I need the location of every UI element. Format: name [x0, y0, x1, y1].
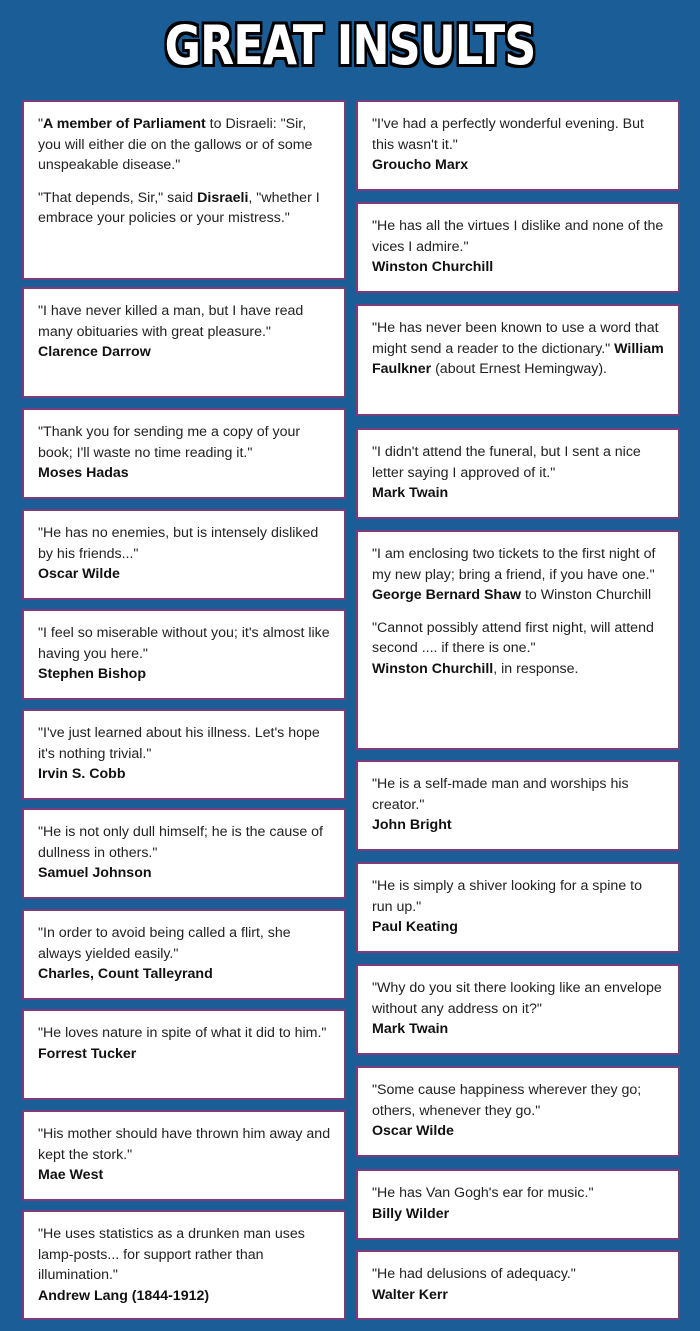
quote-author: Oscar Wilde	[372, 1123, 454, 1139]
quote-author: Charles, Count Talleyrand	[38, 966, 213, 982]
quote-author: Clarence Darrow	[38, 344, 151, 360]
quote-text: "Some cause happiness wherever they go; others, whenever they go."	[372, 1082, 642, 1119]
quote-card	[356, 760, 680, 851]
quote-text: "Thank you for sending me a copy of your book; I'll waste no time reading it."	[38, 424, 301, 461]
quote-text: "I feel so miserable without you; it's almost like having you here."	[38, 625, 330, 662]
quote-author: Stephen Bishop	[38, 666, 146, 682]
quote-author: Paul Keating	[372, 919, 458, 935]
quote-text: "He is a self-made man and worships his creator."	[372, 776, 629, 813]
quote-author: George Bernard Shaw to Winston Churchill	[372, 587, 652, 603]
quote-author: Forrest Tucker	[38, 1045, 137, 1062]
quote-author: Mark Twain	[372, 485, 449, 501]
quote-author: Walter Kerr	[372, 1286, 448, 1303]
quote-card	[22, 1210, 346, 1320]
page-title: GREAT INSULTS	[164, 13, 536, 77]
quote-card-disraeli	[22, 100, 346, 280]
quote-text: "A member of Parliament to Disraeli: "Sir, you will either die on the gallows or of some unspeakable disease."	[38, 116, 313, 173]
quote-text: "Cannot possibly attend first night, will attend second .... if there is one."	[372, 619, 654, 656]
quote-text: "I've just learned about his illness. Let's hope it's nothing trivial."	[38, 725, 320, 762]
quote-author: John Bright	[372, 817, 452, 833]
quote-card	[356, 1169, 680, 1240]
quote-author: Groucho Marx	[372, 157, 469, 173]
quote-card	[356, 1066, 680, 1157]
quote-text: "I didn't attend the funeral, but I sent a nice letter saying I approved of it."	[372, 444, 641, 481]
quote-card	[356, 428, 680, 519]
quote-author: Samuel Johnson	[38, 865, 152, 881]
quote-author: Oscar Wilde	[38, 566, 120, 582]
quote-text: "He is not only dull himself; he is the cause of dullness in others."	[38, 824, 323, 861]
quote-card	[22, 808, 346, 899]
quote-card	[356, 964, 680, 1055]
quote-text: "I am enclosing two tickets to the first night of my new play; bring a friend, if you have one."	[372, 546, 656, 583]
quote-author: Moses Hadas	[38, 465, 129, 481]
quote-author: Mae West	[38, 1167, 104, 1183]
quote-card	[356, 1250, 680, 1320]
quote-text: "That depends, Sir," said Disraeli, "whether I embrace your policies or your mistress."	[38, 189, 320, 226]
quote-card	[22, 609, 346, 700]
quote-text: "He has no enemies, but is intensely disliked by his friends..."	[38, 525, 319, 562]
quote-card	[22, 909, 346, 1000]
quote-author: Irvin S. Cobb	[38, 766, 126, 782]
quote-author: Billy Wilder	[372, 1205, 450, 1222]
quote-text: "He has Van Gogh's ear for music."	[372, 1185, 594, 1201]
quote-text: "He has all the virtues I dislike and none of the vices I admire."	[372, 218, 664, 255]
quote-author: Winston Churchill	[372, 259, 494, 275]
quote-card	[356, 202, 680, 293]
quote-author: Andrew Lang (1844-1912)	[38, 1287, 210, 1304]
quote-card	[22, 287, 346, 398]
quote-text: "In order to avoid being called a flirt, she always yielded easily."	[38, 925, 291, 962]
quote-author: Mark Twain	[372, 1021, 449, 1037]
quote-card	[356, 100, 680, 191]
quote-card	[356, 304, 680, 416]
quote-card	[22, 1110, 346, 1201]
quote-text: "He loves nature in spite of what it did to him."	[38, 1025, 327, 1041]
quote-text: "I've had a perfectly wonderful evening. But this wasn't it."	[372, 116, 644, 153]
quote-text: "I have never killed a man, but I have read many obituaries with great pleasure."	[38, 303, 304, 340]
quote-card	[22, 709, 346, 800]
quote-text: "He uses statistics as a drunken man uses lamp-posts... for support rather than illumination."	[38, 1226, 305, 1283]
quote-card	[22, 408, 346, 499]
quote-card	[22, 1009, 346, 1100]
quote-card	[22, 509, 346, 600]
quote-text: "He is simply a shiver looking for a spine to run up."	[372, 878, 642, 915]
quote-author: Winston Churchill, in response.	[372, 660, 579, 677]
quote-card	[356, 862, 680, 953]
quote-card-shaw-churchill	[356, 530, 680, 750]
quote-text: "Why do you sit there looking like an envelope without any address on it?"	[372, 980, 662, 1017]
quote-text: "His mother should have thrown him away and kept the stork."	[38, 1126, 331, 1163]
quote-text: "He had delusions of adequacy."	[372, 1266, 576, 1282]
quote-text: "He has never been known to use a word that might send a reader to the dictionary." William Faulkner (about Ernest Hemingway).	[372, 320, 664, 377]
